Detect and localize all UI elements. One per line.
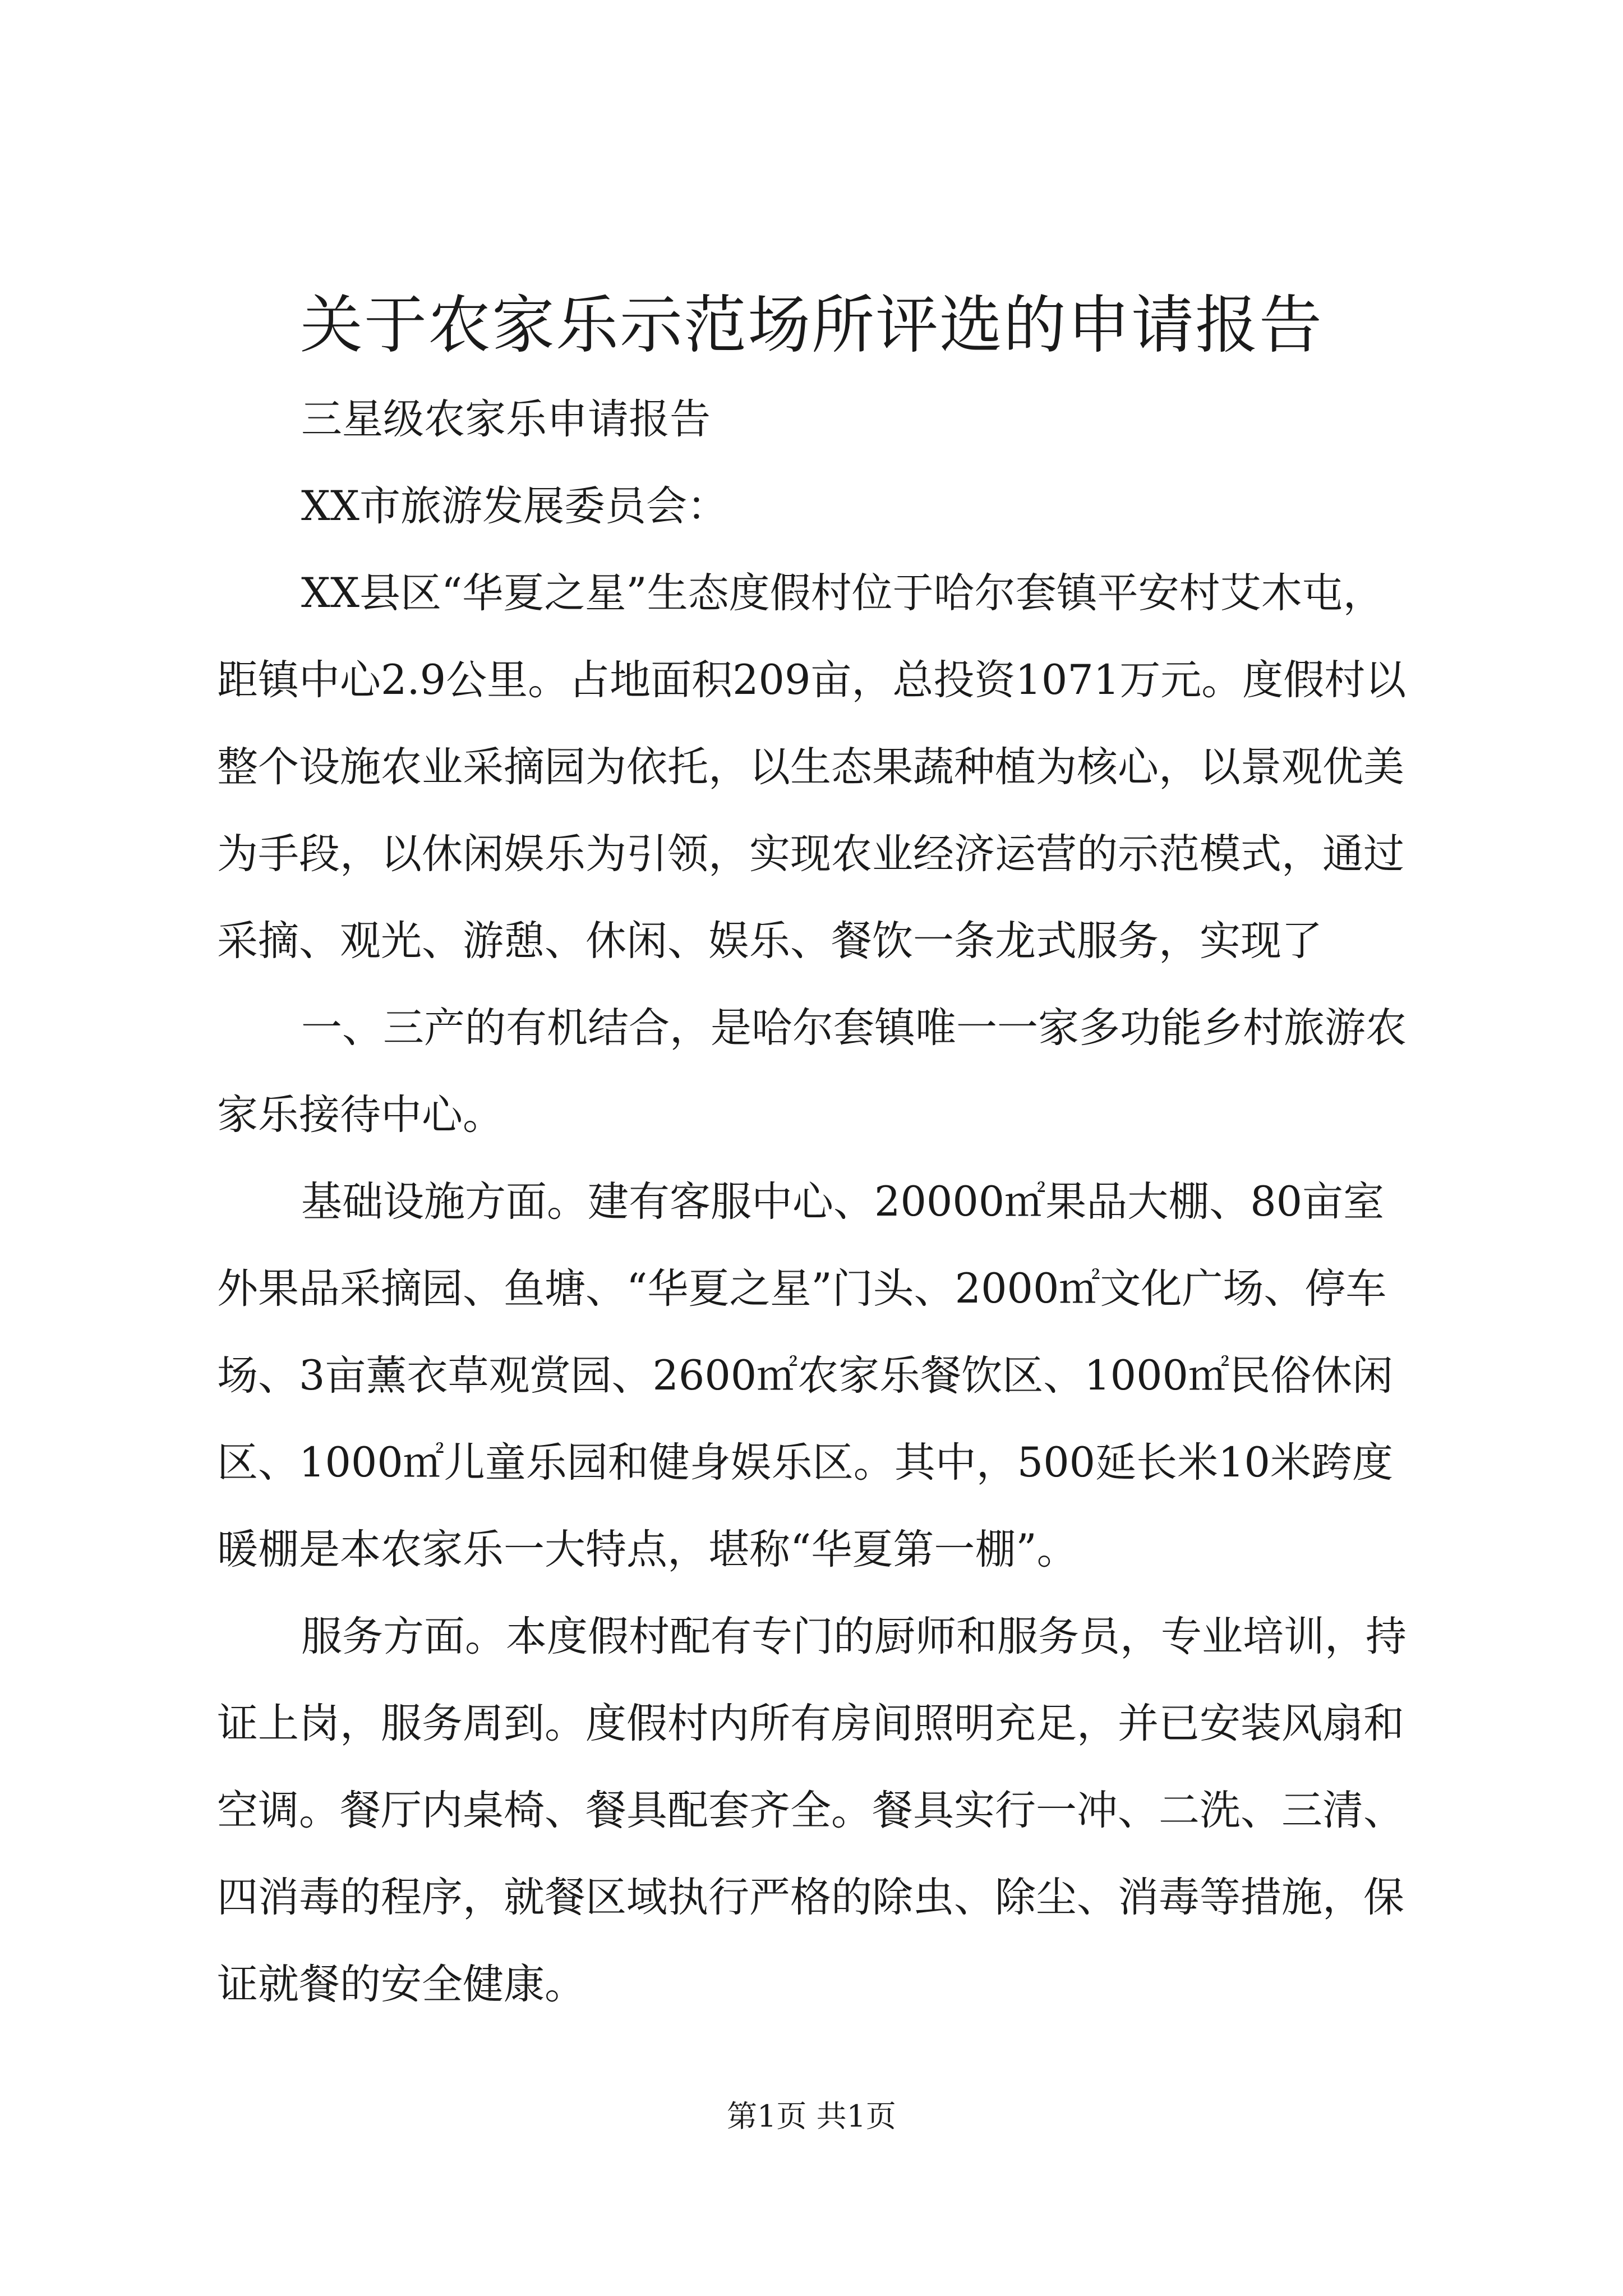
paragraph-subtitle: 三星级农家乐申请报告 <box>301 395 711 443</box>
paragraph-infrastructure: 基础设施方面。建有客服中心、20000㎡果品大棚、80亩室外果品采摘园、鱼塘、“华夏之星”门头、2000㎡文化广场、停车场、3亩薰衣草观赏园、2600㎡农家乐餐饮区、1000㎡民俗休闲区、1000㎡儿童乐园和健身娱乐区。其中，500延长米10米跨度暖棚是本农家乐一大特点，堪称“华夏第一棚”。 <box>217 1178 1394 1573</box>
paragraph-salutation: XX市旅游发展委员会： <box>301 482 728 530</box>
paragraph-introduction: XX县区“华夏之星”生态度假村位于哈尔套镇平安村艾木屯，距镇中心2.9公里。占地面积209亩，总投资1071万元。度假村以整个设施农业采摘园为依托，以生态果蔬种植为核心，以景观优美为手段，以休闲娱乐为引领，实现农业经济运营的示范模式，通过采摘、观光、游憩、休闲、娱乐、餐饮一条龙式服务，实现了 <box>217 569 1407 965</box>
document-body <box>217 376 1414 2028</box>
paragraph-service: 服务方面。本度假村配有专门的厨师和服务员，专业培训，持证上岗，服务周到。度假村内所有房间照明充足，并已安装风扇和空调。餐厅内桌椅、餐具配套齐全。餐具实行一冲、二洗、三清、四消毒的程序，就餐区域执行严格的除虫、除尘、消毒等措施，保证就餐的安全健康。 <box>217 1613 1407 2008</box>
document-title: 关于农家乐示范场所评选的申请报告 <box>300 289 1323 362</box>
paragraph-industry-integration: 一、三产的有机结合，是哈尔套镇唯一一家多功能乡村旅游农家乐接待中心。 <box>217 1004 1407 1139</box>
page-number-footer: 第1页 共1页 <box>727 2099 896 2134</box>
